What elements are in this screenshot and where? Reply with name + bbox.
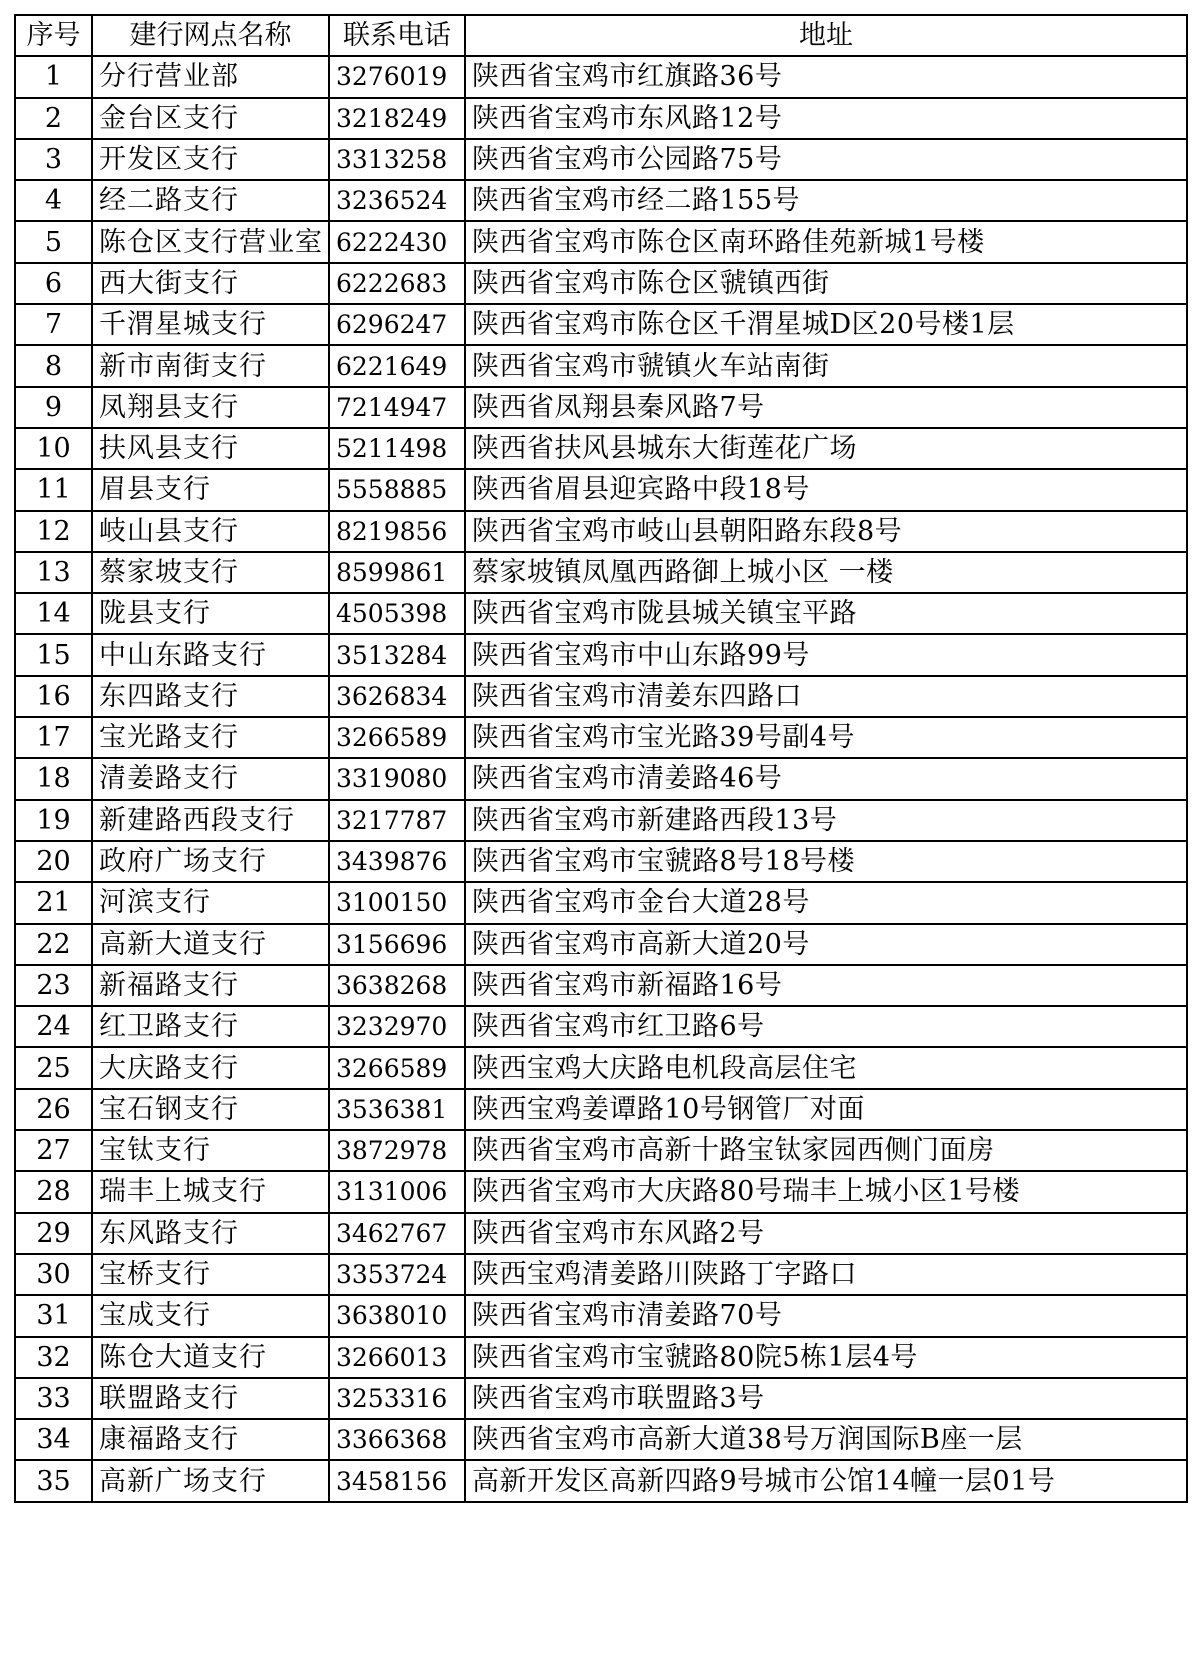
table-row <box>15 1337 1187 1378</box>
cell-branch-name: 岐山县支行 <box>92 511 329 552</box>
table-body <box>15 56 1187 1501</box>
cell-address: 陕西宝鸡大庆路电机段高层住宅 <box>465 1047 1187 1088</box>
cell-serial-number: 17 <box>15 717 92 758</box>
table-row <box>15 841 1187 882</box>
cell-branch-name: 眉县支行 <box>92 469 329 510</box>
table-row <box>15 98 1187 139</box>
header-serial-number: 序号 <box>15 15 92 56</box>
cell-phone: 3872978 <box>329 1130 465 1171</box>
cell-phone: 3638268 <box>329 965 465 1006</box>
cell-address: 陕西省宝鸡市宝虢路8号18号楼 <box>465 841 1187 882</box>
cell-phone: 3462767 <box>329 1213 465 1254</box>
cell-address: 陕西省宝鸡市陈仓区虢镇西街 <box>465 263 1187 304</box>
cell-address: 陕西省宝鸡市高新大道20号 <box>465 924 1187 965</box>
cell-address: 陕西省宝鸡市岐山县朝阳路东段8号 <box>465 511 1187 552</box>
cell-branch-name: 新建路西段支行 <box>92 800 329 841</box>
cell-phone: 3366368 <box>329 1419 465 1460</box>
table-row <box>15 552 1187 593</box>
cell-serial-number: 34 <box>15 1419 92 1460</box>
cell-branch-name: 政府广场支行 <box>92 841 329 882</box>
table-row <box>15 304 1187 345</box>
cell-branch-name: 扶风县支行 <box>92 428 329 469</box>
table-row <box>15 882 1187 923</box>
cell-branch-name: 金台区支行 <box>92 98 329 139</box>
cell-phone: 8219856 <box>329 511 465 552</box>
cell-serial-number: 31 <box>15 1295 92 1336</box>
cell-serial-number: 24 <box>15 1006 92 1047</box>
cell-branch-name: 千渭星城支行 <box>92 304 329 345</box>
cell-phone: 3218249 <box>329 98 465 139</box>
table-row <box>15 469 1187 510</box>
cell-address: 陕西省宝鸡市宝光路39号副4号 <box>465 717 1187 758</box>
cell-branch-name: 河滨支行 <box>92 882 329 923</box>
table-row <box>15 1047 1187 1088</box>
cell-address: 陕西省扶风县城东大街莲花广场 <box>465 428 1187 469</box>
cell-address: 陕西省宝鸡市陇县城关镇宝平路 <box>465 593 1187 634</box>
table-row <box>15 1295 1187 1336</box>
cell-phone: 3266589 <box>329 1047 465 1088</box>
table-row <box>15 924 1187 965</box>
header-address: 地址 <box>465 15 1187 56</box>
cell-address: 陕西省宝鸡市新建路西段13号 <box>465 800 1187 841</box>
table-row <box>15 1130 1187 1171</box>
cell-branch-name: 陈仓大道支行 <box>92 1337 329 1378</box>
cell-serial-number: 1 <box>15 56 92 97</box>
table-row <box>15 593 1187 634</box>
table-row <box>15 428 1187 469</box>
cell-serial-number: 11 <box>15 469 92 510</box>
cell-serial-number: 29 <box>15 1213 92 1254</box>
cell-phone: 3266013 <box>329 1337 465 1378</box>
cell-phone: 3253316 <box>329 1378 465 1419</box>
table-row <box>15 1460 1187 1501</box>
table-row <box>15 1213 1187 1254</box>
cell-branch-name: 高新大道支行 <box>92 924 329 965</box>
cell-branch-name: 新市南街支行 <box>92 345 329 386</box>
cell-phone: 5558885 <box>329 469 465 510</box>
cell-serial-number: 14 <box>15 593 92 634</box>
cell-serial-number: 4 <box>15 180 92 221</box>
table-row <box>15 263 1187 304</box>
cell-address: 陕西省眉县迎宾路中段18号 <box>465 469 1187 510</box>
table-row <box>15 1419 1187 1460</box>
cell-branch-name: 中山东路支行 <box>92 634 329 675</box>
cell-address: 陕西省凤翔县秦风路7号 <box>465 387 1187 428</box>
cell-branch-name: 蔡家坡支行 <box>92 552 329 593</box>
cell-address: 陕西省宝鸡市经二路155号 <box>465 180 1187 221</box>
cell-address: 陕西省宝鸡市大庆路80号瑞丰上城小区1号楼 <box>465 1171 1187 1212</box>
cell-phone: 3513284 <box>329 634 465 675</box>
cell-address: 陕西省宝鸡市虢镇火车站南街 <box>465 345 1187 386</box>
cell-phone: 3276019 <box>329 56 465 97</box>
cell-serial-number: 22 <box>15 924 92 965</box>
cell-address: 陕西省宝鸡市东风路12号 <box>465 98 1187 139</box>
table-row <box>15 511 1187 552</box>
cell-branch-name: 西大街支行 <box>92 263 329 304</box>
cell-address: 陕西省宝鸡市高新大道38号万润国际B座一层 <box>465 1419 1187 1460</box>
table-row <box>15 1006 1187 1047</box>
cell-serial-number: 21 <box>15 882 92 923</box>
cell-address: 陕西省宝鸡市红卫路6号 <box>465 1006 1187 1047</box>
cell-phone: 5211498 <box>329 428 465 469</box>
cell-address: 陕西省宝鸡市陈仓区千渭星城D区20号楼1层 <box>465 304 1187 345</box>
cell-address: 高新开发区高新四路9号城市公馆14幢一层01号 <box>465 1460 1187 1501</box>
table-row <box>15 221 1187 262</box>
header-branch-name: 建行网点名称 <box>92 15 329 56</box>
cell-phone: 3236524 <box>329 180 465 221</box>
table-row <box>15 1089 1187 1130</box>
cell-branch-name: 陇县支行 <box>92 593 329 634</box>
cell-serial-number: 15 <box>15 634 92 675</box>
table-header <box>15 15 1187 56</box>
cell-branch-name: 经二路支行 <box>92 180 329 221</box>
cell-address: 陕西省宝鸡市宝虢路80院5栋1层4号 <box>465 1337 1187 1378</box>
cell-address: 陕西省宝鸡市清姜路46号 <box>465 758 1187 799</box>
cell-phone: 6222683 <box>329 263 465 304</box>
cell-address: 陕西省宝鸡市清姜路70号 <box>465 1295 1187 1336</box>
cell-phone: 3536381 <box>329 1089 465 1130</box>
cell-serial-number: 25 <box>15 1047 92 1088</box>
cell-serial-number: 2 <box>15 98 92 139</box>
cell-phone: 7214947 <box>329 387 465 428</box>
cell-address: 陕西省宝鸡市公园路75号 <box>465 139 1187 180</box>
cell-phone: 3458156 <box>329 1460 465 1501</box>
cell-address: 陕西省宝鸡市中山东路99号 <box>465 634 1187 675</box>
cell-branch-name: 分行营业部 <box>92 56 329 97</box>
table-row <box>15 345 1187 386</box>
header-row <box>15 15 1187 56</box>
cell-branch-name: 清姜路支行 <box>92 758 329 799</box>
cell-serial-number: 28 <box>15 1171 92 1212</box>
cell-phone: 3232970 <box>329 1006 465 1047</box>
cell-address: 陕西省宝鸡市东风路2号 <box>465 1213 1187 1254</box>
cell-phone: 6221649 <box>329 345 465 386</box>
cell-branch-name: 大庆路支行 <box>92 1047 329 1088</box>
cell-serial-number: 33 <box>15 1378 92 1419</box>
table-row <box>15 717 1187 758</box>
table-row <box>15 800 1187 841</box>
cell-serial-number: 5 <box>15 221 92 262</box>
cell-serial-number: 16 <box>15 676 92 717</box>
cell-branch-name: 东风路支行 <box>92 1213 329 1254</box>
table-row <box>15 1171 1187 1212</box>
cell-serial-number: 10 <box>15 428 92 469</box>
cell-address: 陕西宝鸡姜谭路10号钢管厂对面 <box>465 1089 1187 1130</box>
header-phone: 联系电话 <box>329 15 465 56</box>
cell-phone: 3439876 <box>329 841 465 882</box>
table-row <box>15 56 1187 97</box>
table-row <box>15 1378 1187 1419</box>
cell-branch-name: 瑞丰上城支行 <box>92 1171 329 1212</box>
table-row <box>15 634 1187 675</box>
cell-phone: 3319080 <box>329 758 465 799</box>
cell-branch-name: 联盟路支行 <box>92 1378 329 1419</box>
cell-branch-name: 宝成支行 <box>92 1295 329 1336</box>
table-row <box>15 965 1187 1006</box>
cell-branch-name: 宝光路支行 <box>92 717 329 758</box>
cell-serial-number: 9 <box>15 387 92 428</box>
cell-address: 陕西省宝鸡市新福路16号 <box>465 965 1187 1006</box>
cell-serial-number: 30 <box>15 1254 92 1295</box>
cell-branch-name: 宝桥支行 <box>92 1254 329 1295</box>
table-row <box>15 180 1187 221</box>
cell-address: 陕西省宝鸡市联盟路3号 <box>465 1378 1187 1419</box>
cell-phone: 3626834 <box>329 676 465 717</box>
cell-serial-number: 12 <box>15 511 92 552</box>
cell-address: 蔡家坡镇凤凰西路御上城小区 一楼 <box>465 552 1187 593</box>
cell-phone: 6222430 <box>329 221 465 262</box>
cell-phone: 8599861 <box>329 552 465 593</box>
cell-serial-number: 32 <box>15 1337 92 1378</box>
cell-serial-number: 35 <box>15 1460 92 1501</box>
cell-serial-number: 19 <box>15 800 92 841</box>
cell-address: 陕西省宝鸡市高新十路宝钛家园西侧门面房 <box>465 1130 1187 1171</box>
cell-branch-name: 东四路支行 <box>92 676 329 717</box>
cell-phone: 3100150 <box>329 882 465 923</box>
cell-phone: 4505398 <box>329 593 465 634</box>
cell-branch-name: 康福路支行 <box>92 1419 329 1460</box>
cell-branch-name: 高新广场支行 <box>92 1460 329 1501</box>
cell-serial-number: 18 <box>15 758 92 799</box>
cell-phone: 3313258 <box>329 139 465 180</box>
cell-address: 陕西省宝鸡市红旗路36号 <box>465 56 1187 97</box>
cell-phone: 3156696 <box>329 924 465 965</box>
table-row <box>15 387 1187 428</box>
cell-branch-name: 宝石钢支行 <box>92 1089 329 1130</box>
cell-address: 陕西省宝鸡市清姜东四路口 <box>465 676 1187 717</box>
cell-serial-number: 3 <box>15 139 92 180</box>
cell-branch-name: 新福路支行 <box>92 965 329 1006</box>
cell-branch-name: 宝钛支行 <box>92 1130 329 1171</box>
table-row <box>15 139 1187 180</box>
cell-serial-number: 8 <box>15 345 92 386</box>
cell-phone: 3638010 <box>329 1295 465 1336</box>
branch-table <box>14 14 1188 1503</box>
cell-phone: 3353724 <box>329 1254 465 1295</box>
cell-branch-name: 凤翔县支行 <box>92 387 329 428</box>
cell-serial-number: 27 <box>15 1130 92 1171</box>
table-row <box>15 1254 1187 1295</box>
cell-branch-name: 陈仓区支行营业室 <box>92 221 329 262</box>
table-row <box>15 676 1187 717</box>
cell-branch-name: 开发区支行 <box>92 139 329 180</box>
cell-address: 陕西省宝鸡市陈仓区南环路佳苑新城1号楼 <box>465 221 1187 262</box>
cell-phone: 6296247 <box>329 304 465 345</box>
cell-serial-number: 26 <box>15 1089 92 1130</box>
cell-phone: 3131006 <box>329 1171 465 1212</box>
cell-address: 陕西宝鸡清姜路川陕路丁字路口 <box>465 1254 1187 1295</box>
cell-address: 陕西省宝鸡市金台大道28号 <box>465 882 1187 923</box>
table-row <box>15 758 1187 799</box>
cell-serial-number: 23 <box>15 965 92 1006</box>
cell-serial-number: 7 <box>15 304 92 345</box>
cell-phone: 3217787 <box>329 800 465 841</box>
cell-branch-name: 红卫路支行 <box>92 1006 329 1047</box>
cell-serial-number: 13 <box>15 552 92 593</box>
cell-serial-number: 20 <box>15 841 92 882</box>
cell-serial-number: 6 <box>15 263 92 304</box>
cell-phone: 3266589 <box>329 717 465 758</box>
